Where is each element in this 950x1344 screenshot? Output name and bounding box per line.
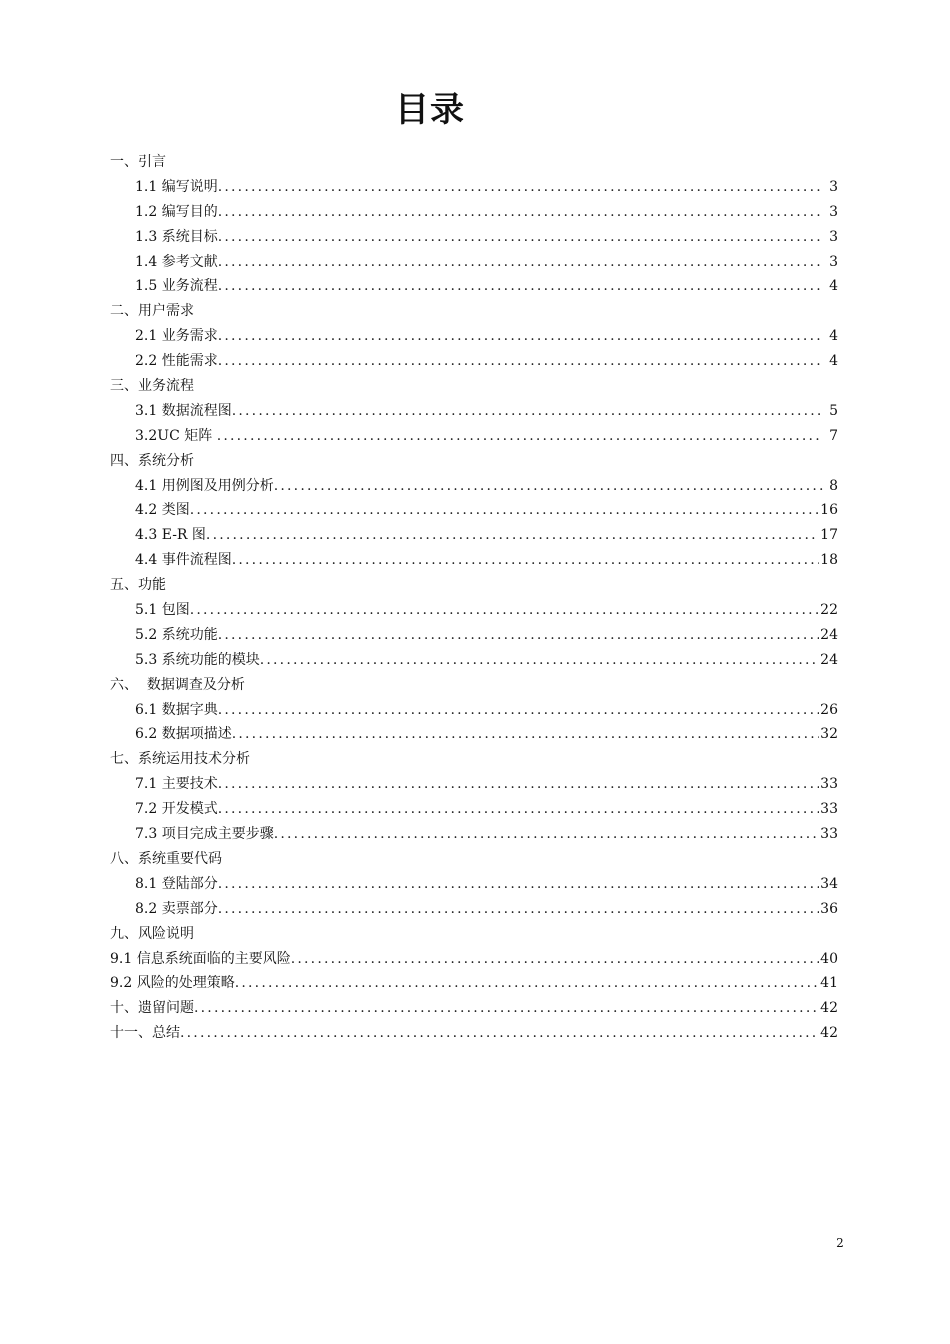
toc-entry-page: 33 (820, 826, 838, 843)
toc-entry-title: 十、遗留问题 (110, 1000, 194, 1017)
page-number: 2 (836, 1236, 844, 1250)
toc-entry-page: 4 (829, 328, 838, 345)
toc-entry-page: 22 (820, 602, 838, 619)
toc-entry-page: 3 (829, 178, 838, 195)
toc-entry[interactable] (0, 971, 950, 996)
dot-leader (206, 523, 819, 548)
toc-section-heading[interactable] (0, 374, 950, 399)
toc-entry[interactable] (0, 722, 950, 747)
dot-leader (218, 897, 819, 922)
dot-leader (235, 971, 819, 996)
toc-entry[interactable] (0, 548, 950, 573)
dot-leader (218, 175, 823, 200)
toc-entry[interactable] (0, 474, 950, 499)
toc-section-heading[interactable] (0, 299, 950, 324)
toc-entry-page: 18 (820, 552, 838, 569)
dot-leader (218, 872, 819, 897)
toc-entry-title: 1.2 编写目的 (135, 203, 218, 220)
toc-entry[interactable] (0, 872, 950, 897)
toc-entry-title: 6.1 数据字典 (135, 701, 218, 718)
dot-leader (218, 324, 823, 349)
toc-entry-page: 33 (820, 801, 838, 818)
toc-entry[interactable] (0, 274, 950, 299)
toc-entry-page: 4 (829, 353, 838, 370)
toc-entry-page: 32 (820, 726, 838, 743)
toc-section-heading[interactable] (0, 847, 950, 872)
toc-entry[interactable] (0, 897, 950, 922)
toc-entry-title: 7.1 主要技术 (135, 776, 218, 793)
toc-entry-page: 34 (820, 875, 838, 892)
toc-section-heading[interactable] (0, 150, 950, 175)
toc-entry[interactable] (0, 822, 950, 847)
toc-entry-page: 16 (820, 502, 838, 519)
dot-leader (274, 822, 819, 847)
toc-entry[interactable] (0, 623, 950, 648)
toc-entry-title: 4.1 用例图及用例分析 (135, 477, 274, 494)
page-title: 目录 (395, 90, 465, 130)
toc-entry-page: 40 (820, 950, 838, 967)
toc-section-heading[interactable] (0, 573, 950, 598)
toc-entry-page: 5 (829, 402, 838, 419)
toc-entry-title: 1.3 系统目标 (135, 228, 218, 245)
toc-heading-text: 六、 数据调查及分析 (110, 676, 245, 693)
toc-section-heading[interactable] (0, 747, 950, 772)
toc-entry[interactable] (0, 349, 950, 374)
toc-entry[interactable] (0, 523, 950, 548)
toc-entry-title: 1.4 参考文献 (135, 253, 218, 270)
toc-entry-title: 9.2 风险的处理策略 (110, 975, 235, 992)
toc-entry[interactable] (0, 324, 950, 349)
dot-leader (218, 797, 819, 822)
toc-entry-page: 42 (820, 1025, 838, 1042)
toc-entry-page: 3 (829, 253, 838, 270)
toc-heading-text: 四、系统分析 (110, 452, 194, 469)
toc-heading-text: 七、系统运用技术分析 (110, 751, 250, 768)
toc-entry-title: 4.4 事件流程图 (135, 552, 232, 569)
dot-leader (218, 274, 823, 299)
toc-heading-text: 八、系统重要代码 (110, 850, 222, 867)
dot-leader (232, 399, 823, 424)
toc-entry-title: 1.1 编写说明 (135, 178, 218, 195)
dot-leader (218, 225, 823, 250)
dot-leader (232, 548, 819, 573)
dot-leader (218, 772, 819, 797)
toc-entry-page: 24 (820, 651, 838, 668)
toc-entry[interactable] (0, 772, 950, 797)
dot-leader (194, 996, 819, 1021)
toc-section-heading[interactable] (0, 449, 950, 474)
toc-entry[interactable] (0, 598, 950, 623)
toc-entry[interactable] (0, 225, 950, 250)
toc-entry-title: 3.1 数据流程图 (135, 402, 232, 419)
toc-entry-page: 3 (829, 203, 838, 220)
toc-entry-page: 42 (820, 1000, 838, 1017)
toc-entry[interactable] (0, 200, 950, 225)
toc-heading-text: 二、用户需求 (110, 303, 194, 320)
toc-entry-page: 41 (820, 975, 838, 992)
toc-entry[interactable] (0, 648, 950, 673)
toc-entry-title: 十一、总结 (110, 1025, 180, 1042)
dot-leader (218, 250, 823, 275)
toc-entry[interactable] (0, 424, 950, 449)
toc-entry-page: 8 (829, 477, 838, 494)
toc-entry-title: 5.3 系统功能的模块 (135, 651, 260, 668)
toc-section-heading[interactable] (0, 922, 950, 947)
dot-leader (218, 623, 819, 648)
toc-entry-page: 17 (820, 527, 838, 544)
toc-entry[interactable] (0, 698, 950, 723)
toc-entry[interactable] (0, 996, 950, 1021)
toc-entry-title: 2.2 性能需求 (135, 353, 218, 370)
toc-entry[interactable] (0, 947, 950, 972)
toc-entry-title: 4.3 E-R 图 (135, 527, 206, 544)
toc-entry-title: 4.2 类图 (135, 502, 190, 519)
table-of-contents (0, 150, 950, 1046)
dot-leader (260, 648, 819, 673)
dot-leader (190, 598, 819, 623)
toc-entry-title: 8.2 卖票部分 (135, 900, 218, 917)
toc-entry-page: 33 (820, 776, 838, 793)
toc-entry-title: 6.2 数据项描述 (135, 726, 232, 743)
toc-heading-text: 九、风险说明 (110, 925, 194, 942)
toc-entry[interactable] (0, 399, 950, 424)
toc-entry-title: 5.2 系统功能 (135, 626, 218, 643)
toc-entry-page: 7 (829, 427, 838, 444)
toc-entry-page: 26 (820, 701, 838, 718)
toc-entry-title: 9.1 信息系统面临的主要风险 (110, 950, 291, 967)
toc-section-heading[interactable] (0, 673, 950, 698)
dot-leader (218, 200, 823, 225)
dot-leader (232, 722, 819, 747)
dot-leader (291, 947, 819, 972)
dot-leader (274, 474, 823, 499)
dot-leader (190, 498, 819, 523)
toc-entry-page: 24 (820, 626, 838, 643)
toc-heading-text: 五、功能 (110, 577, 166, 594)
toc-entry-title: 1.5 业务流程 (135, 278, 218, 295)
toc-entry-title: 8.1 登陆部分 (135, 875, 218, 892)
dot-leader (180, 1021, 819, 1046)
dot-leader (217, 424, 823, 449)
toc-entry-page: 3 (829, 228, 838, 245)
toc-entry[interactable] (0, 1021, 950, 1046)
toc-entry-page: 36 (820, 900, 838, 917)
toc-entry-page: 4 (829, 278, 838, 295)
toc-entry[interactable] (0, 797, 950, 822)
toc-entry[interactable] (0, 175, 950, 200)
dot-leader (218, 698, 819, 723)
toc-entry-title: 5.1 包图 (135, 602, 190, 619)
toc-entry-title: 3.2UC 矩阵 (135, 427, 217, 444)
toc-entry-title: 7.3 项目完成主要步骤 (135, 826, 274, 843)
toc-heading-text: 一、引言 (110, 154, 166, 170)
toc-entry[interactable] (0, 498, 950, 523)
toc-entry-title: 2.1 业务需求 (135, 328, 218, 345)
toc-heading-text: 三、业务流程 (110, 378, 194, 395)
toc-entry-title: 7.2 开发模式 (135, 801, 218, 818)
toc-entry[interactable] (0, 250, 950, 275)
dot-leader (218, 349, 823, 374)
